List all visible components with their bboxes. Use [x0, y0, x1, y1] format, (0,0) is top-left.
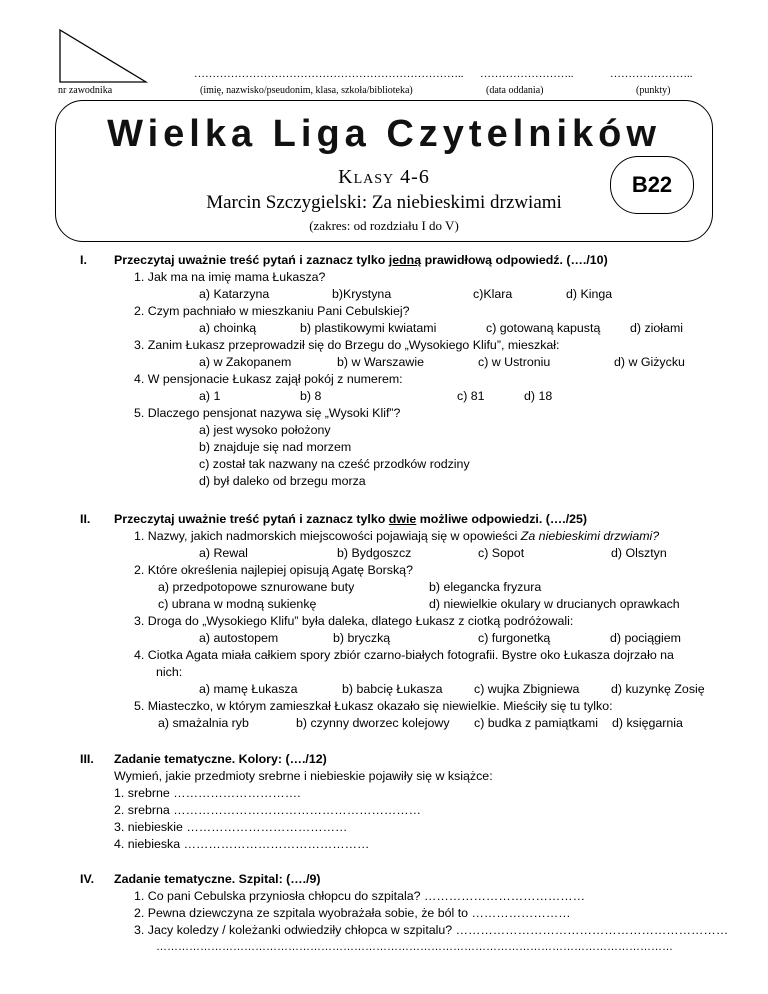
question-text: 4. Ciotka Agata miała całkiem spory zbiór czarno-białych fotografii. Bystre oko Łukasza dojrzało na [134, 648, 674, 662]
answer-option[interactable]: a) w Zakopanem [199, 355, 292, 369]
test-code-badge: B22 [610, 156, 694, 214]
answer-option[interactable]: b) babcię Łukasza [342, 682, 443, 696]
answer-option[interactable]: a) Katarzyna [199, 287, 270, 301]
answer-option[interactable]: d) w Giżycku [614, 355, 685, 369]
answer-option[interactable]: a) 1 [199, 389, 221, 403]
answer-field[interactable]: 4. niebieska ……………………………………… [114, 837, 370, 851]
answer-option[interactable]: c) został tak nazwany na cześć przodków rodziny [199, 457, 470, 471]
question-text: 5. Dlaczego pensjonat nazywa się „Wysoki Klif”? [134, 406, 401, 420]
question-text: 4. W pensjonacie Łukasz zajął pokój z numerem: [134, 372, 403, 386]
date-caption: (data oddania) [486, 85, 544, 96]
answer-option[interactable]: d) Kinga [566, 287, 613, 301]
question-text: 5. Miasteczko, w którym zamieszkał Łukasz okazało się niewielkie. Mieściły się tu tylko: [134, 699, 613, 713]
answer-option[interactable]: c)Klara [473, 287, 513, 301]
question-text-continued: nich: [156, 665, 183, 679]
question-text: 1. Jak ma na imię mama Łukasza? [134, 270, 326, 284]
question-text[interactable]: 3. Jacy koledzy / koleżanki odwiedziły chłopca w szpitalu? ………………………………………………………… [134, 923, 729, 937]
answer-option[interactable]: d) 18 [524, 389, 553, 403]
section-instruction: Przeczytaj uważnie treść pytań i zaznacz tylko dwie możliwe odpowiedzi. (…./25) [114, 512, 588, 526]
answer-option[interactable]: a) przedpotopowe sznurowane buty [158, 580, 355, 594]
grade-label: Klasy 4-6 [338, 166, 430, 188]
answer-option[interactable]: a) smażalnia ryb [158, 716, 249, 730]
answer-option[interactable]: d) pociągiem [610, 631, 681, 645]
answer-option[interactable]: d) był daleko od brzegu morza [199, 474, 366, 488]
answer-option[interactable]: a) mamę Łukasza [199, 682, 298, 696]
answer-option[interactable]: b) Bydgoszcz [337, 546, 412, 560]
answer-option[interactable]: d) księgarnia [612, 716, 683, 730]
answer-option[interactable]: b) znajduje się nad morzem [199, 440, 352, 454]
question-text: 2. Które określenia najlepiej opisują Agatę Borską? [134, 563, 413, 577]
answer-option[interactable]: b) bryczką [333, 631, 391, 645]
answer-field[interactable]: 3. niebieskie ………………………………… [114, 820, 348, 834]
answer-option[interactable]: d) ziołami [630, 321, 684, 335]
section-title: Zadanie tematyczne. Kolory: (…./12) [114, 752, 327, 766]
points-caption: (punkty) [636, 85, 671, 96]
section-title: Zadanie tematyczne. Szpital: (…./9) [114, 872, 321, 886]
question-text[interactable]: 2. Pewna dziewczyna ze szpitala wyobrażała sobie, że ból to …………………… [134, 906, 571, 920]
answer-option[interactable]: a) choinką [199, 321, 257, 335]
answer-option[interactable]: b) czynny dworzec kolejowy [296, 716, 450, 730]
question-text[interactable]: 1. Co pani Cebulska przyniosła chłopcu do szpitala? ………………………………… [134, 889, 586, 903]
section-number: II. [80, 512, 91, 526]
question-text: 3. Droga do „Wysokiego Klifu” była daleka, dlatego Łukasz z ciotką podróżowali: [134, 614, 574, 628]
triangle-shape [58, 28, 148, 84]
answer-option[interactable]: c) wujka Zbigniewa [474, 682, 580, 696]
points-dots-field[interactable]: ………………….. [610, 68, 693, 80]
nr-zawodnika-label: nr zawodnika [58, 85, 113, 96]
answer-option[interactable]: c) furgonetką [478, 631, 551, 645]
answer-option[interactable]: a) jest wysoko położony [199, 423, 331, 437]
section-number: IV. [80, 872, 95, 886]
answer-option[interactable]: d) niewielkie okulary w drucianych oprawkach [429, 597, 680, 611]
answer-option[interactable]: b) 8 [300, 389, 322, 403]
answer-option[interactable]: c) gotowaną kapustą [486, 321, 601, 335]
answer-option[interactable]: c) w Ustroniu [478, 355, 551, 369]
answer-option[interactable]: a) autostopem [199, 631, 279, 645]
answer-option[interactable]: c) 81 [457, 389, 485, 403]
name-caption: (imię, nazwisko/pseudonim, klasa, szkoła/biblioteka) [200, 85, 413, 96]
name-dots-field[interactable]: ……………………………………………………………….. [194, 68, 464, 80]
question-text: 2. Czym pachniało w mieszkaniu Pani Cebulskiej? [134, 304, 410, 318]
answer-option[interactable]: d) kuzynkę Zosię [611, 682, 705, 696]
question-text: 1. Nazwy, jakich nadmorskich miejscowości pojawiają się w opowieści Za niebieskimi drzwiami? [134, 529, 660, 543]
answer-option[interactable]: b) w Warszawie [337, 355, 424, 369]
book-title: Marcin Szczygielski: Za niebieskimi drzwiami [206, 192, 562, 213]
answer-option[interactable]: d) Olsztyn [611, 546, 667, 560]
section-number: III. [80, 752, 94, 766]
answer-field[interactable]: 2. srebrna …………………………………………………… [114, 803, 422, 817]
contest-title: Wielka Liga Czytelników [107, 113, 661, 155]
task-prompt: Wymień, jakie przedmioty srebrne i niebieskie pojawiły się w książce: [114, 769, 493, 783]
scope-label: (zakres: od rozdziału I do V) [309, 218, 459, 233]
answer-field[interactable]: 1. srebrne …………………………. [114, 786, 301, 800]
date-dots-field[interactable]: …………………….. [480, 68, 574, 80]
answer-option[interactable]: c) budka z pamiątkami [474, 716, 598, 730]
section-instruction: Przeczytaj uważnie treść pytań i zaznacz tylko jedną prawidłową odpowiedź. (…./10) [114, 253, 608, 267]
answer-option[interactable]: c) Sopot [478, 546, 525, 560]
answer-field[interactable]: …………………………………………………………………………………………………………………………… [156, 941, 673, 953]
question-text: 3. Zanim Łukasz przeprowadził się do Brzegu do „Wysokiego Klifu”, mieszkał: [134, 338, 560, 352]
answer-option[interactable]: b)Krystyna [332, 287, 392, 301]
answer-option[interactable]: b) plastikowymi kwiatami [300, 321, 437, 335]
answer-option[interactable]: a) Rewal [199, 546, 248, 560]
answer-option[interactable]: b) elegancka fryzura [429, 580, 542, 594]
answer-option[interactable]: c) ubrana w modną sukienkę [158, 597, 317, 611]
section-number: I. [80, 253, 87, 267]
